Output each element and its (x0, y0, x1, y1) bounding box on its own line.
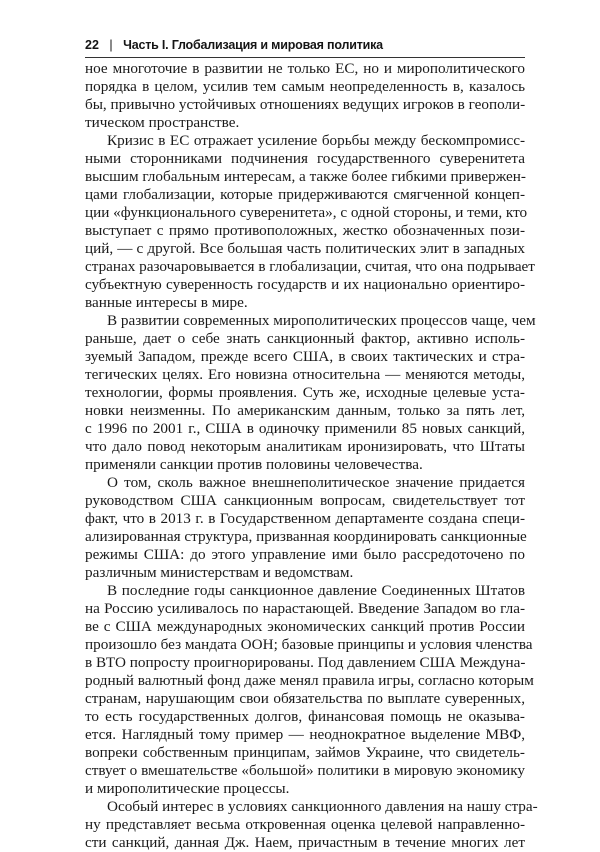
text-line: ванные интересы в мире. (85, 294, 248, 311)
text-line: цами глобализации, которые придерживаются смягченной концеп- (85, 186, 525, 203)
header-rule (85, 57, 525, 58)
text-line: режимы США: до этого управление ими было рассредоточено по (85, 546, 525, 563)
text-line: ется. Наглядный тому пример — неоднократное выделение МВФ, (85, 726, 525, 743)
paragraph (85, 798, 538, 852)
text-line: тическом пространстве. (85, 114, 240, 131)
text-line: ции «функционального суверенитета», с одной стороны, и теми, кто (85, 204, 528, 221)
text-line: руководством США санкционным вопросам, свидетельствует тот (85, 492, 525, 509)
text-line: ций, — с другой. Все большая часть политических элит в западных (85, 240, 525, 257)
running-title: Часть I. Глобализация и мировая политика (123, 38, 383, 52)
text-line: и мирополитические процессы. (85, 780, 290, 797)
text-line: странах разочаровывается в глобализации, считая, что она подрывает (85, 258, 535, 275)
text-line: ализированная структура, призванная координировать санкционные (85, 528, 527, 545)
text-line: что дало повод некоторым аналитикам иронизировать, что Штаты (85, 438, 525, 455)
text-line: раньше, дает о себе знать санкционный фактор, активно исполь- (85, 330, 525, 347)
text-line: ное многоточие в развитии не только ЕС, но и мирополитического (85, 60, 525, 77)
paragraph (85, 132, 535, 312)
text-line: Кризис в ЕС отражает усиление борьбы между бескомпромисс- (107, 132, 525, 149)
text-line: тегических целях. Его новизна относительна — меняются методы, (85, 366, 525, 383)
text-line: В последние годы санкционное давление Соединенных Штатов (107, 582, 525, 599)
text-line: технологии, формы проявления. Суть же, исходные целевые уста- (85, 384, 525, 401)
running-header (85, 38, 525, 52)
text-line: ными сторонниками подчинения государственного суверенитета (85, 150, 525, 167)
text-line: выступает с прямо противоположных, жестко обозначенных пози- (85, 222, 525, 239)
text-line: произошло без мандата ООН; базовые принципы и условия членства (85, 636, 533, 653)
text-line: бы, привычно устойчивых отношениях ведущих игроков в геополи- (85, 96, 526, 113)
text-line: порядка в целом, усилив тем самым неопределенность в, казалось (85, 78, 525, 95)
body-text (85, 60, 538, 852)
text-line: сти санкций, данная Дж. Наем, причастным в течение многих лет (85, 834, 525, 851)
paragraph (85, 60, 525, 132)
text-line: различным министерствам и ведомствам. (85, 564, 354, 581)
text-line: ве с США международных экономических санкций против России (85, 618, 525, 635)
text-line: факт, что в 2013 г. в Государственном департаменте создана специ- (85, 510, 525, 527)
text-line: родный валютный фонд даже менял правила игры, согласно которым (85, 672, 534, 689)
text-line: высшим глобальным интересам, а также более гибкими привержен- (85, 168, 526, 185)
text-line: О том, сколь важное внешнеполитическое значение придается (107, 474, 525, 491)
text-line: на Россию усиливалось по нарастающей. Введение Западом во гла- (85, 600, 525, 617)
text-line: ствует о вмешательстве «большой» политики в мировую экономику (85, 762, 525, 779)
text-line: зуемый Западом, прежде всего США, в своих тактических и стра- (85, 348, 525, 365)
paragraph (85, 312, 536, 474)
text-line: странам, нарушающим свои обязательства по выплате суверенных, (85, 690, 525, 707)
page-number: 22 (85, 38, 99, 52)
header-separator: | (109, 38, 113, 52)
text-line: в ВТО попросту проигнорированы. Под давлением США Междуна- (85, 654, 526, 671)
paragraph (85, 582, 534, 798)
text-line: В развитии современных мирополитических процессов чаще, чем (107, 312, 536, 329)
text-line: применяли санкции против половины человечества. (85, 456, 423, 473)
text-line: то есть государственных долгов, финансовая помощь не оказыва- (85, 708, 525, 725)
paragraph (85, 474, 525, 582)
text-line: Особый интерес в условиях санкционного давления на нашу стра- (107, 798, 538, 815)
text-line: ну представляет весьма откровенная оценка целевой направленно- (85, 816, 525, 833)
text-line: вопреки собственным принципам, займов Украине, что свидетель- (85, 744, 525, 761)
text-line: с 1996 по 2001 г., США в одиночку применили 85 новых санкций, (85, 420, 525, 437)
text-line: субъектную суверенность государств и их национально ориентиро- (85, 276, 525, 293)
text-line: новки неизменны. По американским данным, только за пять лет, (85, 402, 525, 419)
